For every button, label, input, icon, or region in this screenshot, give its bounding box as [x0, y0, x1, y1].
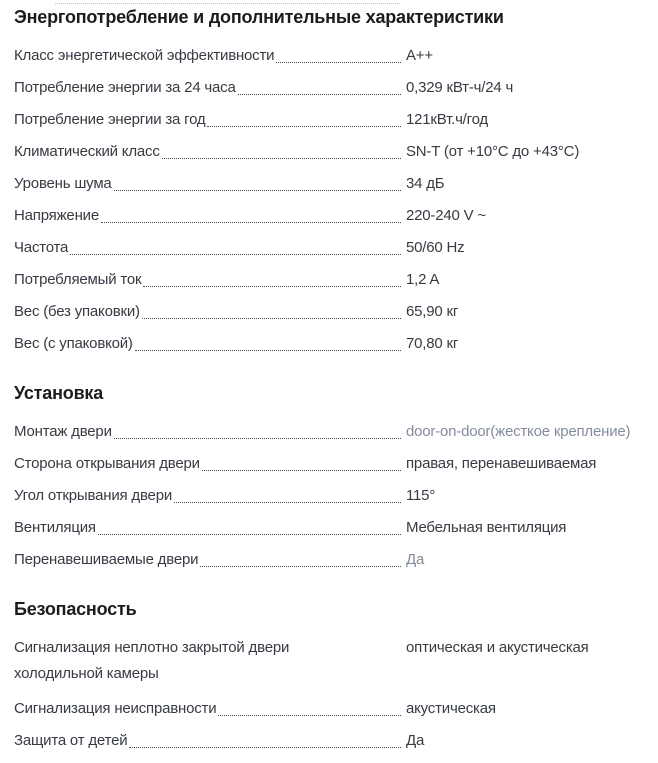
spec-label: Напряжение	[14, 207, 99, 224]
spec-row-left	[14, 142, 406, 162]
spec-value: SN-T (от +10°C до +43°C)	[406, 143, 580, 160]
spec-row-left	[14, 486, 406, 506]
spec-value: 70,80 кг	[406, 335, 459, 352]
spec-value: акустическая	[406, 700, 496, 717]
dotted-leader	[238, 78, 401, 95]
spec-label: Класс энергетической эффективности	[14, 47, 275, 64]
spec-value: правая, перенавешиваемая	[406, 455, 597, 472]
spec-row	[14, 270, 645, 290]
spec-row	[14, 334, 645, 354]
dotted-leader	[101, 206, 401, 223]
dotted-leader	[98, 518, 401, 535]
spec-row-left	[14, 699, 406, 719]
spec-value: Мебельная вентиляция	[406, 519, 567, 536]
spec-row	[14, 206, 645, 226]
dotted-leader	[162, 142, 401, 159]
spec-label: Защита от детей	[14, 732, 128, 749]
dotted-leader	[218, 699, 401, 716]
dotted-leader	[114, 174, 401, 191]
spec-row-left	[14, 270, 406, 290]
spec-section	[14, 366, 645, 582]
spec-label: Угол открывания двери	[14, 487, 173, 504]
spec-row-left	[14, 206, 406, 226]
spec-row-left	[14, 78, 406, 98]
spec-row-left	[14, 454, 406, 474]
clipped-row-leader-remnant	[55, 3, 400, 4]
spec-label: Вентиляция	[14, 519, 96, 536]
spec-label: Уровень шума	[14, 175, 112, 192]
dotted-leader	[207, 110, 401, 127]
dotted-leader	[142, 302, 401, 319]
spec-label: Вес (с упаковкой)	[14, 335, 133, 352]
spec-value: оптическая и акустическая	[406, 639, 589, 656]
spec-row	[14, 46, 645, 66]
dotted-leader	[135, 334, 401, 351]
spec-value: A++	[406, 47, 433, 64]
spec-label: Вес (без упаковки)	[14, 303, 140, 320]
spec-row-left	[14, 518, 406, 538]
spec-row-left	[14, 238, 406, 258]
spec-row	[14, 699, 645, 719]
spec-value: door-on-door(жесткое крепление)	[406, 423, 631, 440]
spec-value: 115°	[406, 487, 436, 504]
spec-value: 1,2 A	[406, 271, 440, 288]
section-rows	[14, 638, 645, 751]
dotted-leader	[114, 422, 401, 439]
spec-section	[14, 8, 645, 366]
spec-row	[14, 518, 645, 538]
spec-row-left	[14, 731, 406, 751]
spec-row	[14, 78, 645, 98]
spec-label: Монтаж двери	[14, 423, 112, 440]
spec-label: Потребляемый ток	[14, 271, 142, 288]
spec-row-left	[14, 302, 406, 322]
spec-row	[14, 302, 645, 322]
spec-row	[14, 731, 645, 751]
spec-value: 34 дБ	[406, 175, 445, 192]
section-rows	[14, 422, 645, 570]
spec-row-left	[14, 110, 406, 130]
spec-row	[14, 422, 645, 442]
spec-sections	[14, 8, 645, 763]
spec-label: Сторона открывания двери	[14, 455, 200, 472]
spec-row	[14, 142, 645, 162]
spec-value: 0,329 кВт-ч/24 ч	[406, 79, 514, 96]
spec-row	[14, 550, 645, 570]
spec-label: Частота	[14, 239, 69, 256]
spec-row	[14, 486, 645, 506]
dotted-leader	[143, 270, 401, 287]
spec-label: Потребление энергии за 24 часа	[14, 79, 236, 96]
section-title: Установка	[14, 383, 104, 403]
dotted-leader	[70, 238, 401, 255]
spec-label: Климатический класс	[14, 143, 160, 160]
section-title: Безопасность	[14, 599, 137, 619]
dotted-leader	[200, 550, 401, 567]
spec-value: Да	[406, 551, 425, 568]
spec-row-left	[14, 550, 406, 570]
spec-row-left	[14, 46, 406, 66]
spec-value: 220-240 V ~	[406, 207, 486, 224]
spec-value: 121кВт.ч/год	[406, 111, 488, 128]
spec-label: Перенавешиваемые двери	[14, 551, 199, 568]
spec-row-left	[14, 174, 406, 194]
dotted-leader	[129, 731, 401, 748]
spec-row-left	[14, 422, 406, 442]
spec-row	[14, 238, 645, 258]
spec-label: Сигнализация неплотно закрытой двери холодильной камеры	[14, 639, 290, 682]
spec-value: Да	[406, 732, 425, 749]
spec-row	[14, 454, 645, 474]
spec-row	[14, 174, 645, 194]
spec-section	[14, 582, 645, 763]
spec-row	[14, 110, 645, 130]
dotted-leader	[174, 486, 401, 503]
dotted-leader	[346, 638, 401, 654]
dotted-leader	[202, 454, 401, 471]
spec-row-left	[14, 638, 406, 687]
spec-label: Потребление энергии за год	[14, 111, 206, 128]
spec-row-left	[14, 334, 406, 354]
spec-row	[14, 638, 645, 687]
dotted-leader	[276, 46, 401, 63]
spec-value: 50/60 Hz	[406, 239, 465, 256]
section-title: Энергопотребление и дополнительные характеристики	[14, 8, 504, 27]
spec-label: Сигнализация неисправности	[14, 700, 217, 717]
spec-value: 65,90 кг	[406, 303, 459, 320]
section-rows	[14, 46, 645, 354]
